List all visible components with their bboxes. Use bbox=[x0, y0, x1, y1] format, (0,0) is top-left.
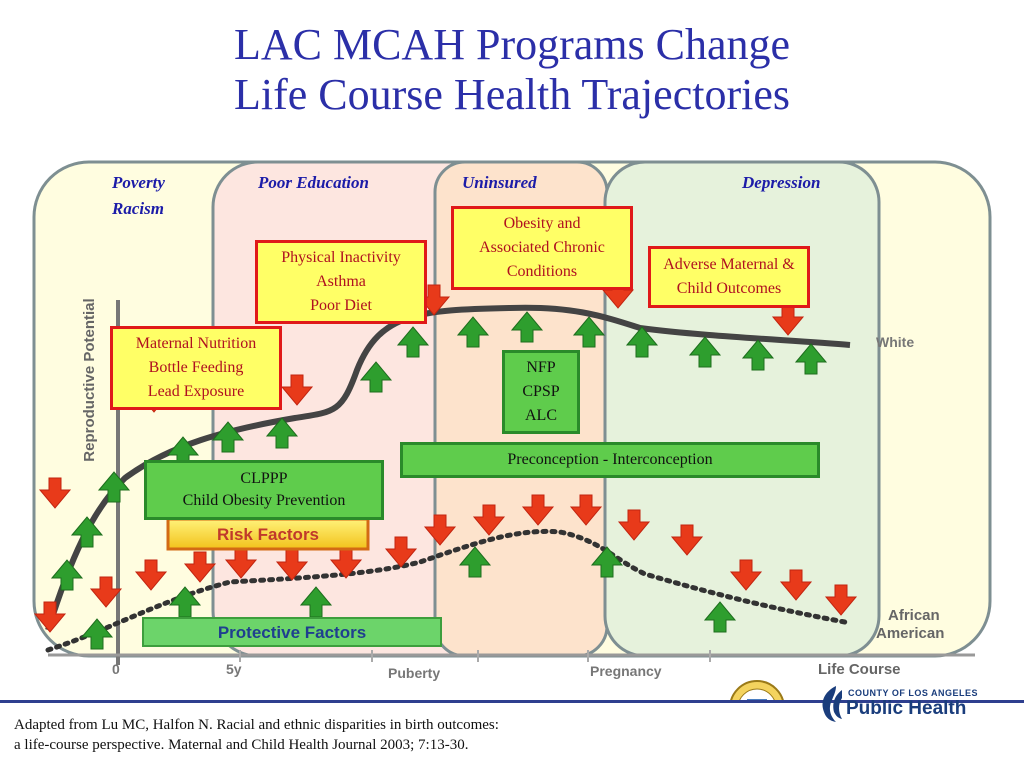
obesity-risk-line: Associated Chronic bbox=[479, 239, 605, 256]
x-label-life-course: Life Course bbox=[818, 661, 901, 678]
obesity-risk-box bbox=[451, 206, 633, 290]
county-name-label: COUNTY OF LOS ANGELES bbox=[848, 688, 979, 698]
county-seal-icon bbox=[730, 681, 784, 700]
public-health-logo-icon bbox=[816, 684, 846, 724]
citation-line-1: Adapted from Lu MC, Halfon N. Racial and ethnic disparities in birth outcomes: bbox=[14, 717, 499, 733]
maternal-risk-line: Lead Exposure bbox=[147, 383, 245, 400]
maternal-risk-line: Bottle Feeding bbox=[148, 359, 244, 376]
maternal-risk-line: Maternal Nutrition bbox=[135, 335, 257, 352]
adverse-outcomes-box bbox=[648, 246, 810, 308]
nfp-program-line: CPSP bbox=[522, 383, 560, 400]
clppp-program-line: Child Obesity Prevention bbox=[182, 492, 346, 509]
citation-line-2: a life-course perspective. Maternal and Child Health Journal 2003; 7:13-30. bbox=[14, 737, 469, 753]
physical-risk-line: Poor Diet bbox=[310, 297, 372, 314]
clppp-program-box bbox=[144, 460, 384, 520]
x-label-5y: 5y bbox=[226, 661, 242, 677]
nfp-program-line: ALC bbox=[525, 407, 557, 424]
depression-label: Depression bbox=[742, 173, 821, 192]
title-line-2: Life Course Health Trajectories bbox=[234, 70, 790, 119]
obesity-risk-line: Obesity and bbox=[503, 215, 581, 232]
poor-education-label: Poor Education bbox=[258, 173, 369, 192]
x-label-puberty: Puberty bbox=[388, 665, 441, 681]
adverse-outcomes-line: Adverse Maternal & bbox=[663, 256, 795, 273]
public-health-label: Public Health bbox=[846, 698, 967, 719]
nfp-program-box bbox=[502, 350, 580, 434]
white-series-label: White bbox=[876, 334, 915, 350]
adverse-outcomes-line: Child Outcomes bbox=[676, 280, 782, 297]
physical-risk-line: Physical Inactivity bbox=[281, 249, 401, 266]
x-label-pregnancy: Pregnancy bbox=[590, 663, 662, 679]
physical-risk-box bbox=[255, 240, 427, 324]
poverty-label: Poverty bbox=[112, 173, 165, 192]
obesity-risk-line: Conditions bbox=[506, 263, 578, 280]
protective-factors-label: Protective Factors bbox=[217, 623, 367, 642]
citation bbox=[14, 715, 499, 755]
clppp-program-line: CLPPP bbox=[240, 470, 288, 487]
risk-factors-label: Risk Factors bbox=[216, 525, 320, 544]
racism-label: Racism bbox=[112, 199, 164, 218]
physical-risk-line: Asthma bbox=[316, 273, 366, 290]
preconception-program-label: Preconception - Interconception bbox=[507, 451, 713, 468]
title-line-1: LAC MCAH Programs Change bbox=[233, 20, 791, 69]
y-axis-label: Reproductive Potential bbox=[81, 298, 98, 462]
nfp-program-line: NFP bbox=[526, 359, 556, 376]
x-label-zero: 0 bbox=[112, 661, 120, 677]
maternal-risk-box bbox=[110, 326, 282, 410]
african-label: African bbox=[888, 607, 940, 624]
american-label: American bbox=[876, 625, 945, 642]
uninsured-label: Uninsured bbox=[462, 173, 537, 192]
preconception-program-box bbox=[400, 442, 820, 478]
